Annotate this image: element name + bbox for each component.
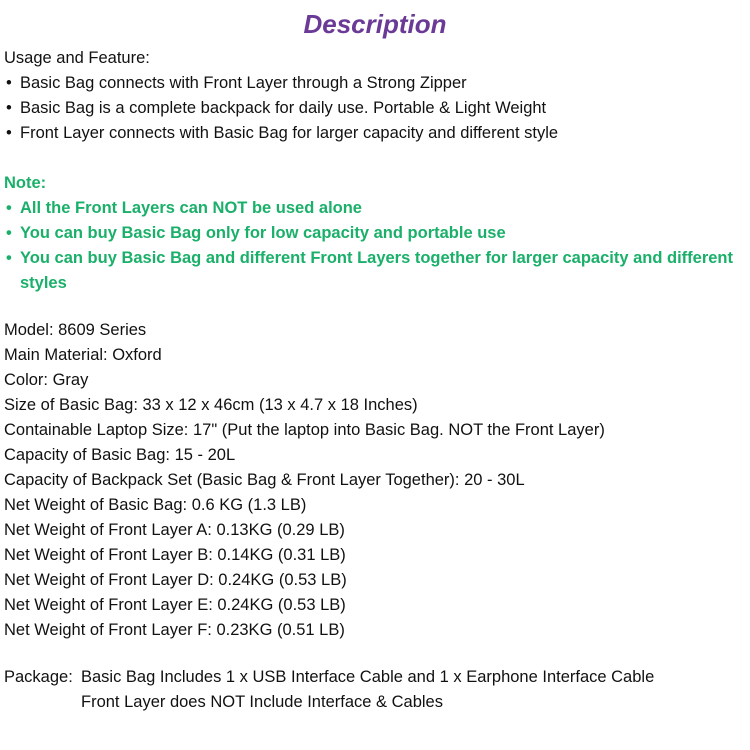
bullet-icon: • <box>6 74 12 92</box>
list-item: • Front Layer connects with Basic Bag for larger capacity and different style <box>4 121 744 146</box>
spec-capacity-basic: Capacity of Basic Bag: 15 - 20L <box>4 446 236 464</box>
spec-weight-layer-e: Net Weight of Front Layer E: 0.24KG (0.53 LB) <box>4 596 346 614</box>
spec-material: Main Material: Oxford <box>4 346 162 364</box>
bullet-icon: • <box>6 99 12 117</box>
package-label: Package: <box>4 668 73 686</box>
specs-section <box>4 318 744 643</box>
package-row <box>4 665 744 690</box>
bullet-icon: • <box>6 199 12 217</box>
list-item: • You can buy Basic Bag and different Front Layers together for larger capacity and different styles <box>4 246 735 296</box>
spec-weight-layer-b: Net Weight of Front Layer B: 0.14KG (0.31 LB) <box>4 546 346 564</box>
page-title: Description <box>303 9 447 39</box>
note-section <box>4 171 744 296</box>
list-item: • Basic Bag is a complete backpack for daily use. Portable & Light Weight <box>4 96 744 121</box>
note-list <box>4 196 744 296</box>
usage-heading: Usage and Feature: <box>4 49 150 67</box>
spec-weight-layer-d: Net Weight of Front Layer D: 0.24KG (0.53 LB) <box>4 571 347 589</box>
spec-weight-layer-f: Net Weight of Front Layer F: 0.23KG (0.51 LB) <box>4 621 345 639</box>
spec-model: Model: 8609 Series <box>4 321 147 339</box>
spec-weight-layer-a: Net Weight of Front Layer A: 0.13KG (0.29 LB) <box>4 521 345 539</box>
spec-size: Size of Basic Bag: 33 x 12 x 46cm (13 x 4.7 x 18 Inches) <box>4 396 418 414</box>
list-item: • All the Front Layers can NOT be used alone <box>4 196 744 221</box>
spec-color: Color: Gray <box>4 371 89 389</box>
bullet-icon: • <box>6 249 12 267</box>
spec-weight-basic: Net Weight of Basic Bag: 0.6 KG (1.3 LB) <box>4 496 307 514</box>
spec-capacity-set: Capacity of Backpack Set (Basic Bag & Front Layer Together): 20 - 30L <box>4 471 525 489</box>
package-line: Basic Bag Includes 1 x USB Interface Cable and 1 x Earphone Interface Cable <box>81 668 655 686</box>
package-section <box>4 665 744 715</box>
usage-section <box>4 46 744 146</box>
note-heading: Note: <box>4 174 47 192</box>
usage-list <box>4 71 744 146</box>
list-item: • You can buy Basic Bag only for low capacity and portable use <box>4 221 744 246</box>
bullet-icon: • <box>6 124 12 142</box>
package-line: Front Layer does NOT Include Interface & Cables <box>81 693 443 711</box>
bullet-icon: • <box>6 224 12 242</box>
spec-laptop-size: Containable Laptop Size: 17" (Put the laptop into Basic Bag. NOT the Front Layer) <box>4 421 605 439</box>
list-item: • Basic Bag connects with Front Layer through a Strong Zipper <box>4 71 744 96</box>
package-row <box>4 690 744 715</box>
